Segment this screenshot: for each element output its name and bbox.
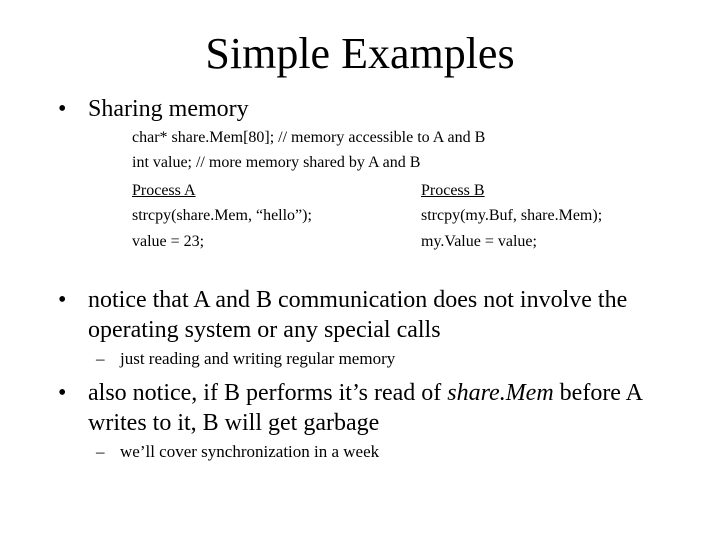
slide-title: Simple Examples [205,29,515,78]
bullet-dot: • [58,96,67,122]
bullet-text-line2: writes to it, B will get garbage [88,410,380,436]
text-segment: also notice, if B performs it’s read of [88,380,448,406]
bullet-dot: • [58,287,67,313]
process-a-line: strcpy(share.Mem, “hello”); [132,207,312,224]
code-line-shared-buffer: char* share.Mem[80]; // memory accessible to A and B [132,129,486,146]
process-b-line: strcpy(my.Buf, share.Mem); [421,207,603,224]
text-segment: before A [553,380,643,406]
process-b-line: my.Value = value; [421,233,537,250]
bullet-text-line2: operating system or any special calls [88,317,441,343]
code-line-shared-value: int value; // more memory shared by A and B [132,154,421,171]
emphasized-share-mem: share.Mem [447,380,554,406]
process-a-line: value = 23; [132,233,205,250]
sub-bullet-dash: – [96,349,105,368]
sub-bullet-text: we’ll cover synchronization in a week [120,442,380,461]
bullet-dot: • [58,380,67,406]
process-a-header: Process A [132,182,196,199]
sub-bullet-dash: – [96,442,105,461]
bullet-text-line1: notice that A and B communication does not involve the [88,287,628,313]
bullet-text: Sharing memory [88,96,249,122]
sub-bullet-text: just reading and writing regular memory [120,349,396,368]
bullet-text-line1 [88,378,643,408]
process-b-header: Process B [421,182,485,199]
